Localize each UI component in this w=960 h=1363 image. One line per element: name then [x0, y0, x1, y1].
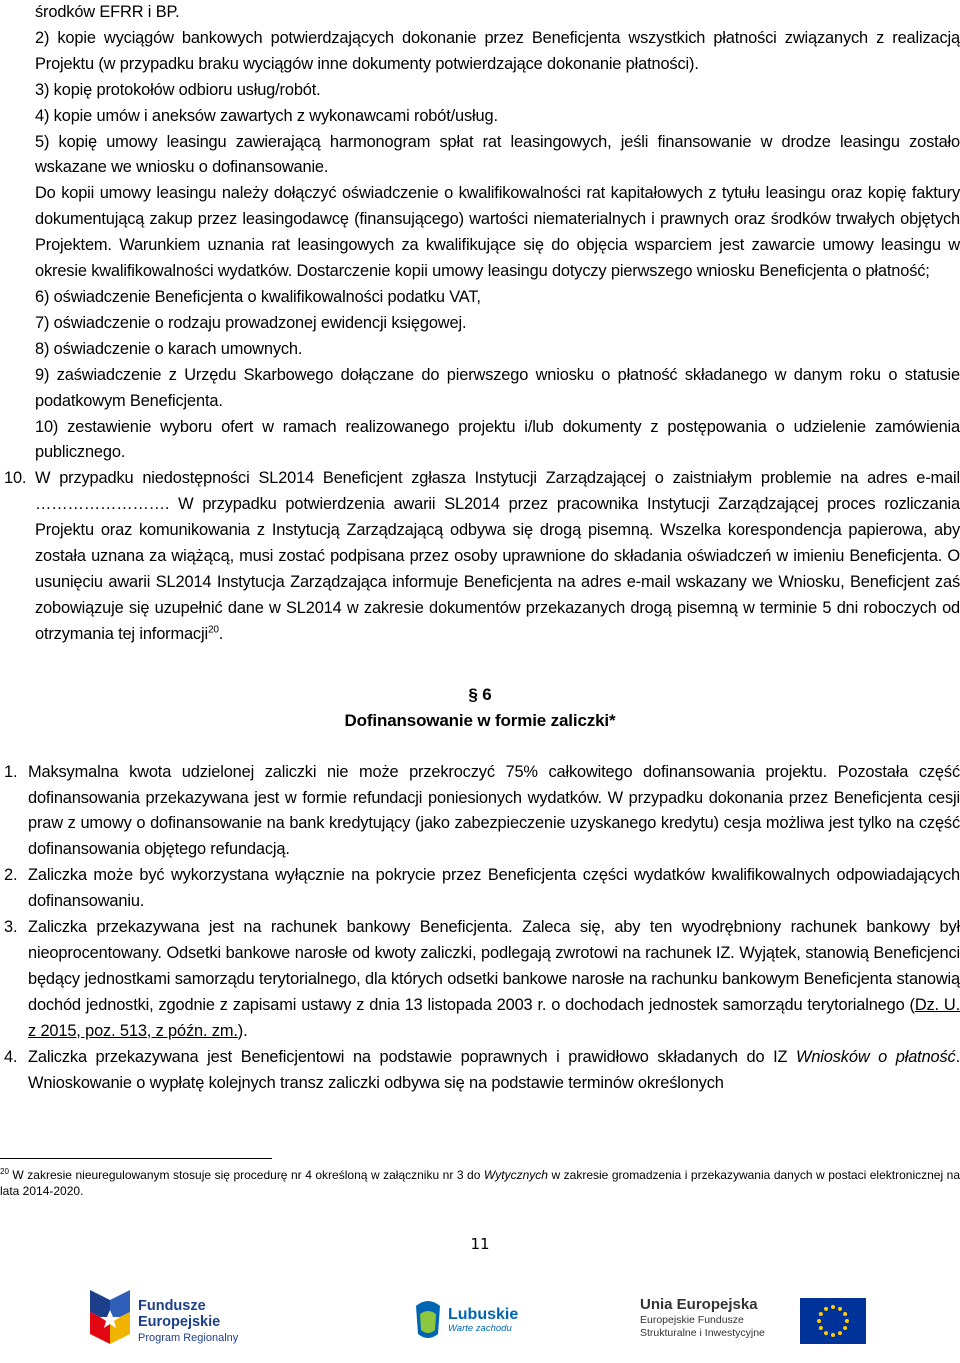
list-item: 10) zestawienie wyboru ofert w ramach realizowanego projektu i/lub dokumenty z postępowania o udzielenie zamówienia publicznego. [35, 417, 960, 462]
fe-wordmark [138, 1298, 238, 1346]
list-item: 7) oświadczenie o rodzaju prowadzonej ewidencji księgowej. [35, 313, 467, 332]
eu-star [843, 1326, 847, 1330]
list-item [0, 1045, 960, 1097]
eu-star [843, 1312, 847, 1316]
eu-star [845, 1319, 849, 1323]
footnote-ref[interactable]: 20 [207, 624, 219, 636]
item-number: 1. [4, 762, 18, 781]
list-item: 8) oświadczenie o karach umownych. [35, 339, 303, 358]
lubuskie-title: Lubuskie [448, 1306, 519, 1323]
list-item: 3) kopię protokołów odbioru usług/robót. [35, 80, 321, 99]
footnote [0, 1168, 960, 1199]
item-italic: Wniosków o płatność [796, 1047, 956, 1066]
continuation-list [0, 0, 960, 466]
eu-star [831, 1305, 835, 1309]
footnote-number: 20 [0, 1167, 9, 1176]
fe-line: Fundusze [138, 1298, 206, 1314]
list-item: 5) kopię umowy leasingu zawierającą harmonogram spłat rat leasingowych, jeśli finansowanie w drodze leasingu zostało wskazane we wniosku o dofinansowanie. [35, 132, 960, 177]
list-item [0, 915, 960, 1045]
point-end: . [218, 624, 224, 643]
eu-star [838, 1331, 842, 1335]
eu-star [819, 1326, 823, 1330]
ue-wordmark [640, 1296, 765, 1340]
ue-line: Europejskie Fundusze [640, 1314, 744, 1326]
list-item: 9) zaświadczenie z Urzędu Skarbowego dołączane do pierwszego wniosku o płatność składanego w danym roku o statusie podatkowym Beneficjenta. [35, 365, 960, 410]
eu-star [824, 1307, 828, 1311]
item-number: 2. [4, 866, 18, 885]
ue-line: Strukturalne i Inwestycyjne [640, 1327, 765, 1339]
footnote-text: w zakresie gromadzenia i przekazywania danych w postaci elektronicznej na lata 2014-2020. [0, 1168, 960, 1198]
lubuskie-wordmark [448, 1306, 518, 1334]
item-end: ). [237, 1021, 248, 1040]
section-title: Dofinansowanie w formie zaliczki* [344, 710, 616, 730]
point-text: W przypadku niedostępności SL2014 Beneficjent zgłasza Instytucji Zarządzającej o zaistniałym problemie na adres e-mail ……………………. W przypadku potwierdzenia awarii SL2014 przez pracownika Instytucji Zarządzającej proces rozliczania Projektu oraz komunikowania z Instytucją Zarządzającą odbywa się drogą pisemną. Wszelka korespondencja papierowa, aby została uznana za wiążącą, musi zostać podpisana przez osoby uprawnione do składania oświadczeń w imieniu Beneficjenta. O usunięciu awarii SL2014 Instytucja Zarządzająca informuje Beneficjenta na adres e-mail wskazany we Wniosku, Beneficjent zaś zobowiązuje się uzupełnić dane w SL2014 w zakresie dokumentów przekazanych drogą pisemną w terminie 5 dni roboczych od otrzymania tej informacji [35, 469, 960, 643]
item-text: Zaliczka przekazywana jest Beneficjentowi na podstawie poprawnych i prawidłowo składanych do IZ [28, 1047, 797, 1066]
fe-line: Program Regionalny [138, 1332, 239, 1344]
point-number: 10. [4, 469, 27, 488]
fundusze-europejskie-logo [80, 1282, 240, 1363]
list-item [0, 760, 960, 864]
item-text: Maksymalna kwota udzielonej zaliczki nie może przekroczyć 75% całkowitego dofinansowania projektu. Pozostała część dofinansowania przekazywana jest w formie refundacji poniesionych wydatków. W przypadku dokonania przez Beneficjenta cesji praw z umowy o dofinansowanie na bank kredytujący (jako zabezpieczenie uzyskanego kredytu) cesja możliwa jest tylko na część dofinansowania objętego refundacją. [28, 762, 960, 859]
fe-line: Europejskie [138, 1314, 221, 1330]
leasing-paragraph: Do kopii umowy leasingu należy dołączyć oświadczenie o kwalifikowalności rat kapitałowych z tytułu leasingu oraz kopię faktury dokumentującą zakup przez leasingodawcę (finansującego) wartości niematerialnych i prawnych oraz środków trwałych objętych Projektem. Warunkiem uznania rat leasingowych za kwalifikujące się do objęcia wsparciem jest zawarcie umowy leasingu w okresie kwalifikowalności wydatków. Dostarczenie kopii umowy leasingu dotyczy pierwszego wniosku Beneficjenta o płatność; [35, 184, 960, 281]
page-number: 11 [470, 1235, 490, 1253]
item-number: 3. [4, 918, 18, 937]
continuation-line: środków EFRR i BP. [35, 3, 180, 21]
lubuskie-emblem-icon [408, 1294, 448, 1354]
eu-star [824, 1331, 828, 1335]
section-sign: § 6 [468, 684, 492, 704]
list-item: 4) kopie umów i aneksów zawartych z wykonawcami robót/usług. [35, 106, 498, 125]
lubuskie-slogan: Warte zachodu [448, 1323, 512, 1334]
footnote-text: W zakresie nieuregulowanym stosuje się procedurę nr 4 określoną w załączniku nr 3 do [8, 1168, 484, 1182]
eu-star [819, 1312, 823, 1316]
footnote-separator [0, 1158, 272, 1159]
list-item: 6) oświadczenie Beneficjenta o kwalifikowalności podatku VAT, [35, 287, 481, 306]
legal-reference-link[interactable]: Dz. U. z 2015, poz. 513, z późn. zm. [28, 995, 960, 1040]
eu-star [817, 1319, 821, 1323]
item-text: . Wnioskowanie o wypłatę kolejnych transz zaliczki odbywa się na podstawie terminów określonych [28, 1047, 960, 1092]
fe-star-icon [80, 1282, 136, 1352]
eu-star [831, 1333, 835, 1337]
list-item [0, 863, 960, 915]
point-10 [0, 466, 960, 647]
list-item: 2) kopie wyciągów bankowych potwierdzających dokonanie przez Beneficjenta wszystkich płatności związanych z realizacją Projektu (w przypadku braku wyciągów inne dokumenty potwierdzające dokonanie płatności). [35, 28, 960, 73]
item-text: Zaliczka przekazywana jest na rachunek bankowy Beneficjenta. Zaleca się, aby ten wyodrębniony rachunek bankowy był nieoprocentowany. Odsetki bankowe narosłe od kwoty zaliczki, podlegają zwrotowi na rachunek IZ. Wyjątek, stanowią Beneficjenci będący jednostkami samorządu terytorialnego, dla których odsetki bankowe narosłe na rachunku bankowym Beneficjenta stanowią dochód jednostki, zgodnie z zapisami ustawy z dnia 13 listopada 2003 r. o dochodach jednostek samorządu terytorialnego ( [28, 918, 960, 1014]
eu-star [838, 1307, 842, 1311]
item-number: 4. [4, 1047, 18, 1066]
ue-title: Unia Europejska [640, 1296, 758, 1313]
unia-europejska-logo [640, 1282, 870, 1363]
eu-flag-icon [800, 1298, 866, 1344]
footnote-italic: Wytycznych [483, 1168, 548, 1182]
item-text: Zaliczka może być wykorzystana wyłącznie na pokrycie przez Beneficjenta części wydatków kwalifikowalnych odpowiadających dofinansowaniu. [28, 866, 960, 911]
lubuskie-logo [408, 1282, 538, 1363]
logo-bar [0, 1282, 960, 1363]
